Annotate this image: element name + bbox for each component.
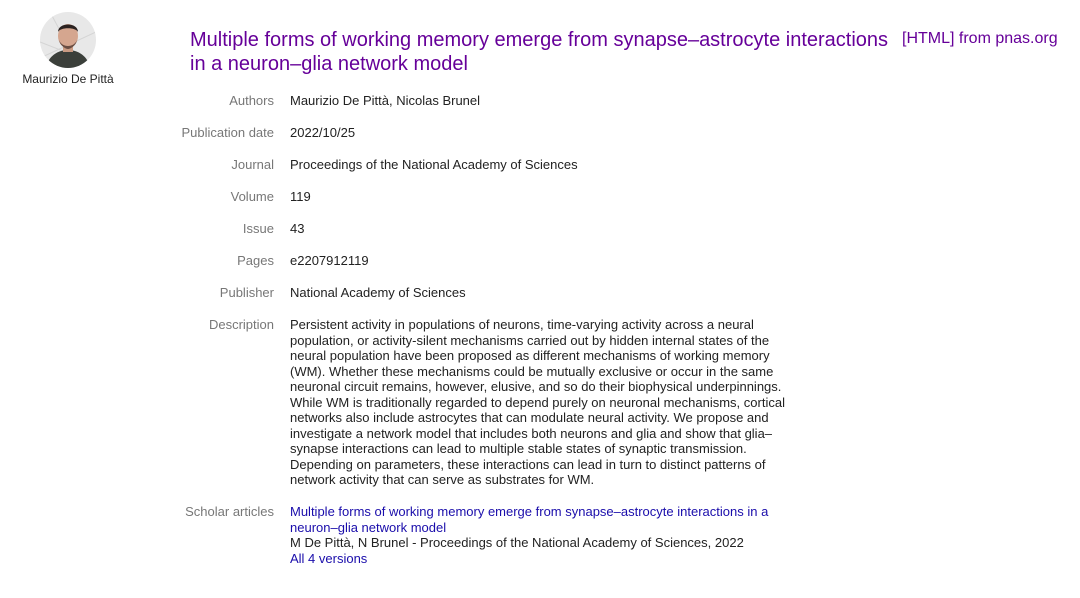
field-scholar-articles [0,504,1080,566]
field-label: Issue [242,221,274,236]
field-description [0,317,1080,488]
author-name[interactable]: Maurizio De Pittà [22,72,114,86]
html-fulltext-link[interactable]: [HTML] from pnas.org [902,30,1058,47]
author-avatar[interactable] [40,12,96,68]
scholar-citation: M De Pittà, N Brunel - Proceedings of the National Academy of Sciences, 2022 [290,535,744,550]
field-value: Maurizio De Pittà, Nicolas Brunel [290,93,481,108]
title-line-1: Multiple forms of working memory emerge from synapse–astrocyte interactions [190,29,889,51]
article-title-link[interactable] [190,28,890,76]
field-label: Publisher [219,285,274,300]
field-label: Description [208,317,274,332]
field-value: 43 [290,221,305,236]
field-publisher [0,285,1080,301]
description-line: Depending on parameters, these interactions can lead in turn to distinct patterns of [290,456,766,472]
author-profile [0,12,136,86]
field-label: Pages [237,253,274,268]
description-line: neural population have been proposed as different mechanisms of working memory [290,348,770,363]
field-pages [0,253,1080,269]
field-value: e2207912119 [290,253,369,268]
description-line: (WM). Whether these mechanisms could be mutually exclusive or occur in the same [290,363,774,379]
field-label: Publication date [181,125,274,140]
field-value: 2022/10/25 [290,125,356,140]
description-line: population, or activity-silent mechanisms carried out by hidden internal states of the [290,332,770,348]
description-line: synapse interactions can lead to multiple stable states of synaptic transmission. [290,441,747,456]
field-value: National Academy of Sciences [290,285,466,300]
title-line-2: in a neuron–glia network model [190,53,468,75]
field-label: Journal [231,157,274,172]
description-line: Persistent activity in populations of neurons, time-varying activity across a neural [290,317,754,332]
description-line: networks also include astrocytes that can modulate neural activity. We propose and [290,410,769,425]
article-fields [0,93,1080,583]
field-value: 119 [290,189,311,204]
field-label: Authors [229,93,274,108]
scholar-article-link[interactable] [290,504,790,535]
scholar-link-line-1: Multiple forms of working memory emerge from synapse–astrocyte interactions in a [290,504,769,519]
field-value: Proceedings of the National Academy of Sciences [290,157,578,172]
description-text [290,317,790,488]
description-line: investigate a network model that includes both neurons and glia and show that glia– [290,425,773,441]
field-authors [0,93,1080,109]
field-volume [0,189,1080,205]
description-line: While WM is traditionally regarded to depend purely on neuronal mechanisms, cortical [290,394,785,410]
field-label: Volume [230,189,274,204]
field-journal [0,157,1080,173]
field-label: Scholar articles [185,504,274,519]
scholar-link-line-2: neuron–glia network model [290,519,447,535]
description-line: network activity that can serve as substrates for WM. [290,472,595,487]
field-publication-date [0,125,1080,141]
field-issue [0,221,1080,237]
scholar-article-entry [290,504,790,566]
description-line: neuronal circuit remains, however, elusive, and so do their biophysical underpinnings. [290,379,782,394]
all-versions-link[interactable]: All 4 versions [290,550,368,566]
